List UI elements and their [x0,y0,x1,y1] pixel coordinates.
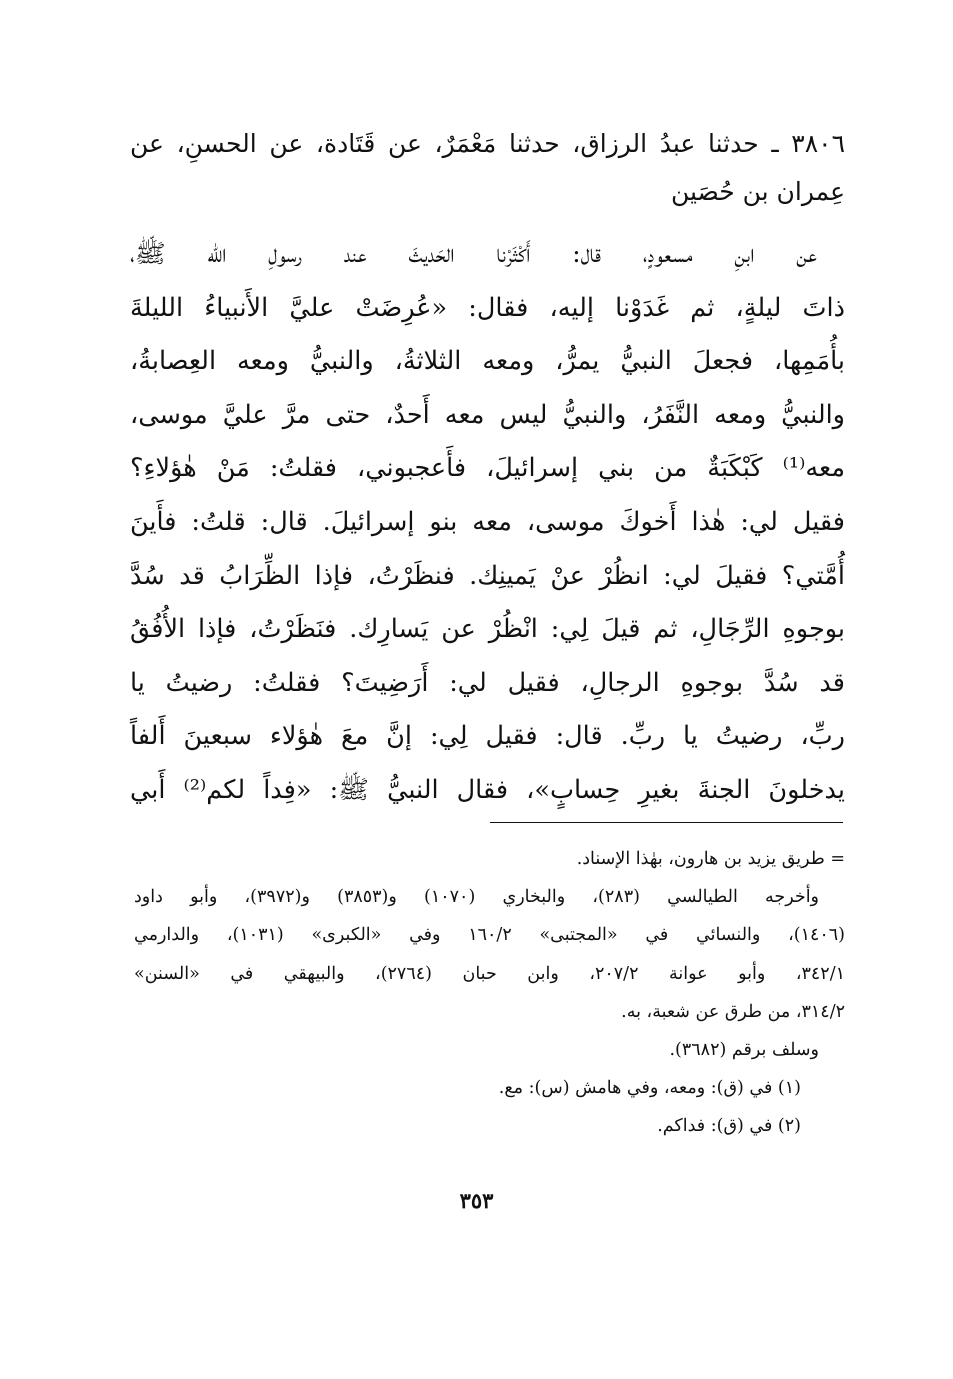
body-line: فقيل لي: هٰذا أَخوكَ موسى، معه بنو إسرائيلَ. قال: قلتُ: فأَينَ [130,506,845,537]
cross-reference: وسلف برقم (٣٦٨٢). [669,1040,819,1061]
body-line: ذاتَ ليلةٍ، ثم غَدَوْنا إليه، فقال: «عُرِضَتْ عليَّ الأَنبياءُ الليلةَ [130,292,845,323]
footnotes [134,840,845,1146]
body-line: والنبيُّ ومعه النَّفَرُ، والنبيُّ ليس معه أَحدٌ، حتى مرَّ عليَّ موسى، [130,399,845,430]
page-number: ٣٥٣ [459,1188,494,1213]
body-line: معه⁽¹⁾ كَبْكَبَةٌ من بني إسرائيلَ، فأَعجبوني، فقلتُ: مَنْ هٰؤلاءِ؟ [130,453,845,484]
footnote-1: (١) في (ق): ومعه، وفي هامش (س): مع. [498,1078,801,1099]
body-line: بوجوهِ الرِّجَالِ، ثم قيلَ لِي: انْظُرْ عن يَسارِك. فنَظَرْتُ، فإذا الأُفُقُ [130,614,845,645]
footnote-2: (٢) في (ق): فداكم. [657,1116,801,1137]
footnote-separator [490,822,843,823]
body-line: قد سُدَّ بوجوهِ الرجالِ، فقيل لي: أَرَضِيتَ؟ فقلتُ: رضيتُ يا [130,667,845,698]
body-line: أُمَّتي؟ فقيلَ لي: انظُرْ عنْ يَمينِك. فنظَرْتُ، فإذا الظِّرَابُ قد سُدَّ [130,560,845,591]
hadith-isnad-text: ٣٨٠٦ ـ حدثنا عبدُ الرزاق، حدثنا مَعْمَرٌ، عن قَتَادة، عن الحسنِ، عن عِمران بن حُصَين [130,129,845,206]
hadith-isnad-header [130,120,845,216]
body-line: بأُمَمِها، فجعلَ النبيُّ يمرُّ، ومعه الثلاثةُ، والنبيُّ ومعه العِصابةُ، [130,346,845,377]
takhrij-line: وأخرجه الطيالسي (٢٨٣)، والبخاري (١٠٧٠) و(٣٨٥٣) و(٣٩٧٢)، وأبو داود [134,887,820,908]
body-line: عن ابنِ مسعودٍ، قال: أَكْثَرْنا الحَديثَ عند رسولِ الله ﷺ، [130,239,817,269]
takhrij-line: ٣١٤/٢، من طرق عن شعبة، به. [621,1001,845,1022]
footnote-continuation: = طريق يزيد بن هارون، بهٰذا الإسناد. [576,849,845,869]
body-line: ربِّ، رضيتُ يا ربِّ. قال: فقيل لِي: إنَّ معَ هٰؤلاء سبعينَ أَلفاً [130,721,845,752]
hadith-body [130,228,845,818]
body-line: يدخلونَ الجنةَ بغيرِ حِسابٍ»، فقال النبيُّ ﷺ: «فِداً لكم⁽²⁾ أَبي [130,774,845,805]
takhrij-line: ٣٤٢/١، وأبو عوانة ٢٠٧/٢، وابن حبان (٢٧٦٤)، والبيهقي في «السنن» [134,963,845,984]
takhrij-line: (١٤٠٦)، والنسائي في «المجتبى» ١٦٠/٢ وفي «الكبرى» (١٠٣١)، والدارمي [134,925,845,946]
